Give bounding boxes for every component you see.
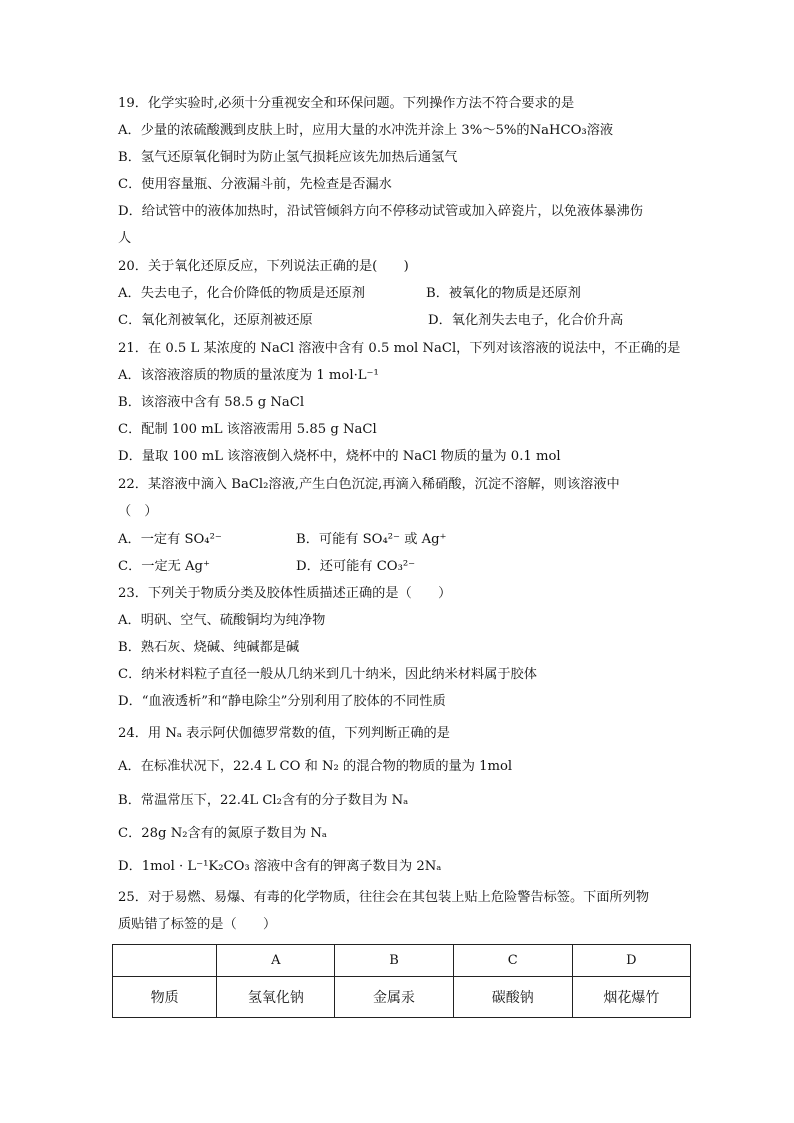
- q21-option-a: A．该溶液溶质的物质的量浓度为 1 mol·L⁻¹: [118, 368, 379, 383]
- q20-option-d: D．氧化剂失去电子，化合价升高: [428, 313, 624, 328]
- table-header-row: [113, 945, 691, 977]
- q21-stem: 21．在 0.5 L 某浓度的 NaCl 溶液中含有 0.5 mol NaCl，下列对该溶液的说法中，不正确的是: [118, 341, 681, 356]
- q22-option-a: A．一定有 SO₄²⁻: [118, 532, 222, 547]
- q19-option-d-cont: 人: [118, 231, 132, 246]
- q24-option-a: A．在标准状况下，22.4 L CO 和 N₂ 的混合物的物质的量为 1mol: [118, 759, 513, 774]
- table-cell: 烟花爆竹: [572, 977, 690, 1018]
- q23-option-a: A．明矾、空气、硫酸铜均为纯净物: [118, 613, 326, 628]
- q24-option-d: D．1mol · L⁻¹K₂CO₃ 溶液中含有的钾离子数目为 2Nₐ: [118, 859, 442, 874]
- q22-option-d: D．还可能有 CO₃²⁻: [296, 559, 416, 574]
- q19-option-d: D．给试管中的液体加热时，沿试管倾斜方向不停移动试管或加入碎瓷片，以免液体暴沸伤: [118, 204, 643, 219]
- table-header-cell: B: [335, 945, 453, 977]
- table-header-cell: D: [572, 945, 690, 977]
- q20-option-a: A．失去电子，化合价降低的物质是还原剂: [118, 286, 365, 301]
- q19-option-c: C．使用容量瓶、分液漏斗前，先检查是否漏水: [118, 177, 392, 192]
- q21-option-b: B．该溶液中含有 58.5 g NaCl: [118, 395, 305, 410]
- q22-option-c: C．一定无 Ag⁺: [118, 559, 210, 574]
- q22-stem: 22．某溶液中滴入 BaCl₂溶液,产生白色沉淀,再滴入稀硝酸，沉淀不溶解，则该溶液中: [118, 477, 620, 492]
- q22-paren: （ ）: [118, 504, 158, 519]
- q24-stem: 24．用 Nₐ 表示阿伏伽德罗常数的值，下列判断正确的是: [118, 726, 450, 741]
- table-header-cell: A: [217, 945, 335, 977]
- table-header-cell: C: [453, 945, 572, 977]
- q22-option-b: B．可能有 SO₄²⁻ 或 Ag⁺: [296, 532, 447, 547]
- table-cell: 碳酸钠: [453, 977, 572, 1018]
- q23-stem: 23．下列关于物质分类及胶体性质描述正确的是（ ）: [118, 586, 452, 601]
- table-header-cell: [113, 945, 217, 977]
- q23-option-c: C．纳米材料粒子直径一般从几纳米到几十纳米，因此纳米材料属于胶体: [118, 667, 537, 682]
- q19-option-a: A．少量的浓硫酸溅到皮肤上时，应用大量的水冲洗并涂上 3%～5%的NaHCO₃溶液: [118, 123, 614, 138]
- table-cell: 物质: [113, 977, 217, 1018]
- q23-option-b: B．熟石灰、烧碱、纯碱都是碱: [118, 640, 300, 655]
- table-cell: 金属汞: [335, 977, 453, 1018]
- q25-stem-cont: 质贴错了标签的是（ ）: [118, 917, 277, 932]
- table-cell: 氢氧化钠: [217, 977, 335, 1018]
- q19-stem: 19．化学实验时,必须十分重视安全和环保问题。下列操作方法不符合要求的是: [118, 96, 575, 111]
- q25-stem: 25．对于易燃、易爆、有毒的化学物质，往往会在其包装上贴上危险警告标签。下面所列物: [118, 890, 650, 905]
- q19-option-b: B．氢气还原氧化铜时为防止氢气损耗应该先加热后通氢气: [118, 150, 458, 165]
- q20-option-c: C．氧化剂被氧化，还原剂被还原: [118, 313, 313, 328]
- q21-option-c: C．配制 100 mL 该溶液需用 5.85 g NaCl: [118, 422, 377, 437]
- q20-option-b: B．被氧化的物质是还原剂: [426, 286, 581, 301]
- q25-table: [112, 944, 691, 1018]
- q24-option-c: C．28g N₂含有的氮原子数目为 Nₐ: [118, 826, 328, 841]
- q23-option-d: D．“血液透析”和“静电除尘”分别利用了胶体的不同性质: [118, 694, 446, 709]
- q20-stem: 20．关于氧化还原反应，下列说法正确的是( ): [118, 259, 409, 274]
- q21-option-d: D．量取 100 mL 该溶液倒入烧杯中，烧杯中的 NaCl 物质的量为 0.1 mol: [118, 449, 561, 464]
- table-row: [113, 977, 691, 1018]
- q24-option-b: B．常温常压下，22.4L Cl₂含有的分子数目为 Nₐ: [118, 793, 409, 808]
